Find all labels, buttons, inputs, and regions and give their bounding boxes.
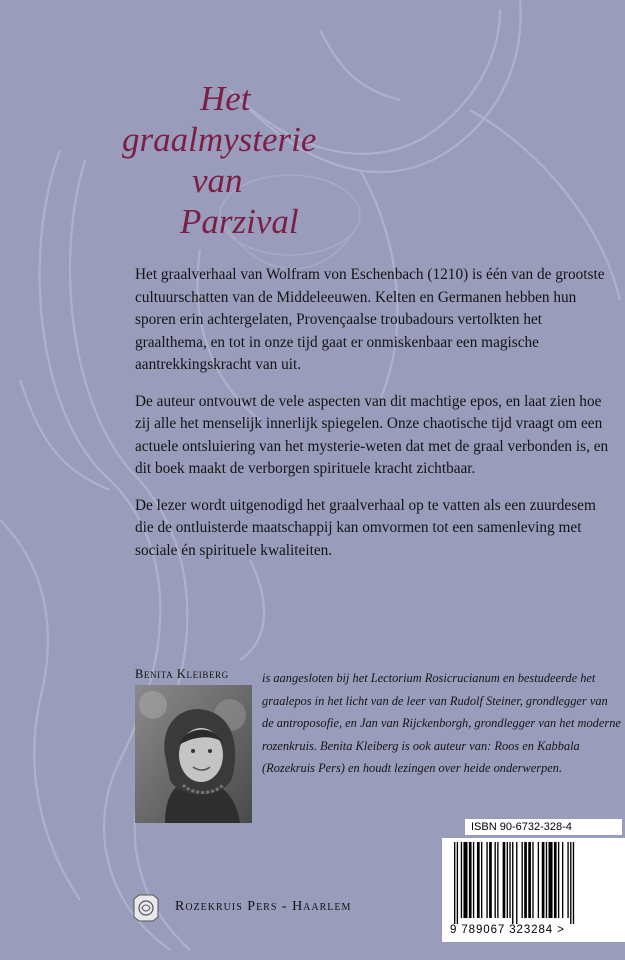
author-name: Benita Kleiberg (135, 667, 229, 681)
barcode-bar (486, 842, 487, 918)
barcode-bar (477, 842, 480, 918)
barcode-bar (463, 842, 467, 918)
blurb-paragraph-1: Het graalverhaal van Wolfram von Eschenbach (1210) is één van de grootste cultuurschatten van de Middeleeuwen. Kelten en Germanen hebben hun sporen erin achtergelaten, Provençaalse troubadours vertolkten het graalthema, en tot in onze tijd gaat er onmiskenbaar een magische aantrekkingskracht van uit. (135, 266, 605, 373)
barcode-bar (562, 842, 563, 918)
barcode (442, 838, 625, 942)
barcode-digits: 9 789067 323284 > (450, 924, 565, 936)
barcode-bar (497, 842, 498, 918)
barcode-bar (528, 842, 531, 918)
barcode-bar (509, 842, 510, 918)
barcode-bar (538, 842, 539, 918)
barcode-bar (573, 842, 574, 924)
barcode-bar (570, 842, 571, 924)
barcode-bar (512, 842, 513, 924)
barcode-bar (507, 842, 508, 918)
barcode-bar (454, 842, 455, 924)
barcode-bar (489, 842, 492, 918)
barcode-bar (549, 842, 553, 918)
author-bio: is aangesloten bij het Lectorium Rosicrucianum en bestudeerde het graalepos in het licht van de leer van Rudolf Steiner, grondlegger van de antroposofie, en Jan van Rijckenborgh, grondlegger van het moderne rozenkruis. Benita Kleiberg is ook auteur van: Roos en Kabbala (Rozekruis Pers) en houdt lezingen over heide onderwerpen. (262, 671, 621, 775)
barcode-bar (461, 842, 462, 918)
title-line-1: Het (200, 79, 251, 118)
barcode-bar (473, 842, 474, 918)
barcode-bar (469, 842, 472, 918)
rose-logo-icon (131, 893, 161, 923)
barcode-bar (481, 842, 482, 918)
barcode-bar (554, 842, 557, 918)
barcode-bar (516, 842, 517, 924)
blurb-paragraph-3: De lezer wordt uitgenodigd het graalverhaal op te vatten als een zuurdesem die de ontluisterde maatschappij kan omvormen tot een samenleving met sociale én spirituele kwaliteiten. (135, 496, 596, 559)
barcode-bar (495, 842, 496, 918)
barcode-bar (524, 842, 527, 918)
title-line-4: Parzival (180, 202, 299, 241)
barcode-bar (522, 842, 523, 918)
title-line-2: graalmysterie (122, 120, 317, 159)
barcode-bar (546, 842, 547, 918)
isbn-label: ISBN 90-6732-328-4 (465, 819, 622, 835)
barcode-bar (532, 842, 533, 918)
publisher-name: Rozekruis Pers - Haarlem (175, 899, 352, 914)
barcode-bar (542, 842, 545, 918)
barcode-bar (558, 842, 559, 918)
blurb-paragraph-2: De auteur ontvouwt de vele aspecten van dit machtige epos, en laat zien hoe zij alle het menselijk innerlijk spiegelen. Onze chaotische tijd vraagt om een actuele ontsluiering van het mysterie-weten dat met de graal verbonden is, en dit boek maakt de verborgen spirituele kracht zichtbaar. (135, 392, 609, 477)
barcode-bar (567, 842, 568, 918)
author-photo (135, 685, 252, 823)
title-line-3: van (192, 161, 243, 200)
barcode-bar (503, 842, 506, 918)
barcode-bar (457, 842, 458, 924)
blurb-text (135, 264, 610, 576)
